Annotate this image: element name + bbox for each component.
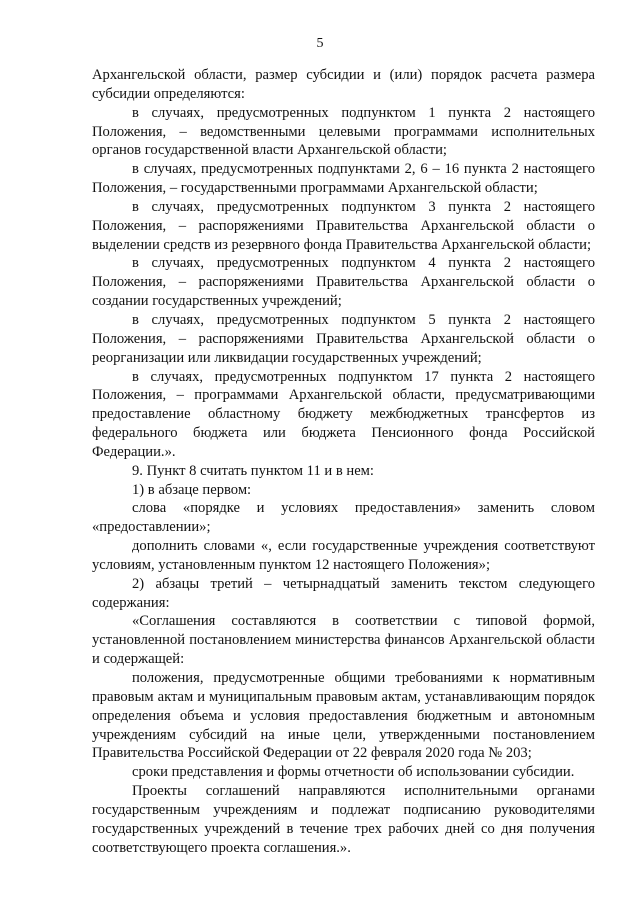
paragraph: в случаях, предусмотренных подпунктами 2, 6 – 16 пункта 2 настоящего Положения, – государственными программами Архангельской области; [92,161,595,197]
paragraph: в случаях, предусмотренных подпунктом 3 пункта 2 настоящего Положения, – распоряжениями Правительства Архангельской области о выделении средств из резервного фонда Правительства Архангельской области; [92,198,595,253]
paragraph: в случаях, предусмотренных подпунктом 17 пункта 2 настоящего Положения, – программами Архангельской области, предусматривающими предоставление областному бюджету межбюджетных трансфертов из федерального бюджета или бюджета Пенсионного фонда Российской Федерации.». [92,368,595,460]
document-body [92,66,595,857]
paragraph: дополнить словами «, если государственные учреждения соответствуют условиям, установленным пунктом 12 настоящего Положения»; [92,538,595,573]
paragraph: 2) абзацы третий – четырнадцатый заменить текстом следующего содержания: [92,575,595,611]
paragraph: «Соглашения составляются в соответствии с типовой формой, установленной постановлением министерства финансов Архангельской области и содержащей: [92,613,595,668]
page-number: 5 [316,36,324,51]
paragraph: слова «порядке и условиях предоставления» заменить словом «предоставлении»; [92,500,595,536]
paragraph: сроки представления и формы отчетности об использовании субсидии. [132,764,575,781]
paragraph: Проекты соглашений направляются исполнительными органами государственным учреждениям и подлежат подписанию руководителями государственных учреждений в течение трех рабочих дней со дня получения соответствующего проекта соглашения.». [92,783,595,856]
paragraph: Архангельской области, размер субсидии и (или) порядок расчета размера субсидии определяются: [92,67,595,102]
paragraph: 1) в абзаце первом: [132,481,252,498]
paragraph: в случаях, предусмотренных подпунктом 1 пункта 2 настоящего Положения, – ведомственными целевыми программами исполнительных органов государственной власти Архангельской области; [92,104,595,159]
paragraph: в случаях, предусмотренных подпунктом 4 пункта 2 настоящего Положения, – распоряжениями Правительства Архангельской области о создании государственных учреждений; [92,255,595,310]
paragraph: 9. Пункт 8 считать пунктом 11 и в нем: [132,462,374,479]
paragraph: в случаях, предусмотренных подпунктом 5 пункта 2 настоящего Положения, – распоряжениями Правительства Архангельской области о реорганизации или ликвидации государственных учреждений; [92,311,595,366]
paragraph: положения, предусмотренные общими требованиями к нормативным правовым актам и муниципальным правовым актам, устанавливающим порядок определения объема и условия предоставления бюджетным и автономным учреждениям субсидий на иные цели, утвержденными постановлением Правительства Российской Федерации от 22 февраля 2020 года № 203; [92,670,595,762]
